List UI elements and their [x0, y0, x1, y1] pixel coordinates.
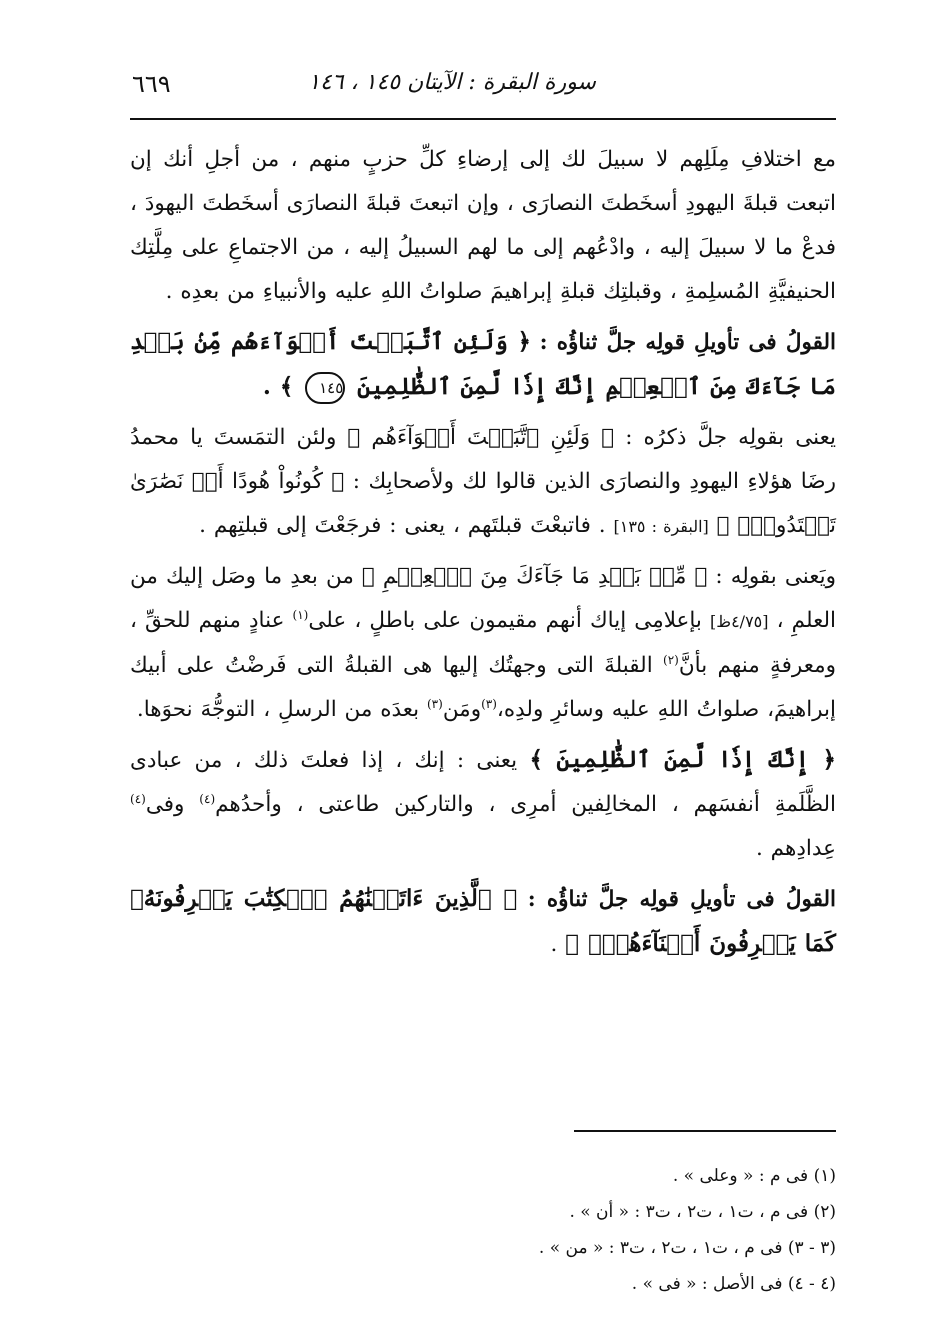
- paragraph-6-heading: [130, 877, 836, 967]
- footnote-marker-4-end[interactable]: (٤): [130, 791, 146, 806]
- paragraph-text: القبلةَ التى وجهتُك إليها هى القبلةُ التى فَرضْتُ على أبيك إبراهيمَ، صلواتُ اللهِ عليه وسائرِ ولدِه،: [130, 653, 836, 722]
- paragraph-text: بعدَه من الرسلِ ، التوجُّهَ نحوَها.: [136, 697, 420, 722]
- verse-end: .: [550, 932, 558, 957]
- surah-reference: [البقرة : ١٣٥]: [613, 517, 709, 536]
- paragraph-text: ويَعنى بقولِه : ﴿ مِّنۢ بَعۡدِ مَا جَآءَكَ مِنَ ٱلۡعِلۡمِ ﴾ من بعدِ ما وصَل إليك من العلمِ ،: [130, 564, 836, 633]
- paragraph-text-continued: . فاتبعْتَ قبلتَهم ، يعنى : فرجَعْتَ إلى قبلتِهم .: [199, 513, 606, 538]
- footnote-marker-1[interactable]: (١): [292, 607, 309, 622]
- footnote-3: (٣ - ٣) فى م ، ت١ ، ت٢ ، ت٣ : « من » .: [538, 1238, 836, 1258]
- footnote-marker-4-start[interactable]: (٤): [199, 791, 216, 806]
- paragraph-2-heading: [130, 320, 836, 410]
- paragraph-5: [130, 738, 836, 871]
- footnote-marker-3-end[interactable]: (٣): [426, 696, 443, 711]
- footnotes: [300, 1158, 836, 1302]
- main-text: [130, 138, 836, 967]
- verse-end: ﴾ .: [262, 373, 294, 400]
- footnote-1: (١) فى م : « وعلى » .: [672, 1166, 836, 1186]
- quran-verse: ﴿ ٱلَّذِينَ ءَاتَيۡنَٰهُمُ ٱلۡكِتَٰبَ يَعۡرِفُونَهُۥ كَمَا يَعۡرِفُونَ أَبۡنَآءَهُمۡۖ ﴾: [130, 885, 836, 957]
- section-heading: القولُ فى تأويلِ قولِه جلَّ ثناؤُه :: [539, 330, 836, 355]
- paragraph-text: بإعلامِى إياك أنهم مقيمون على باطلٍ ، على: [308, 608, 702, 633]
- footnote-marker-3-start[interactable]: (٣): [481, 696, 497, 711]
- page-header: [132, 68, 806, 108]
- page-number: ٦٦٩: [132, 70, 171, 98]
- footnote-divider: [574, 1130, 836, 1132]
- paragraph-text: ومَن: [442, 697, 482, 722]
- paragraph-4: [130, 555, 836, 732]
- footnote-4: (٤ - ٤) فى الأصل : « فى » .: [631, 1274, 836, 1294]
- footnote-2: (٢) فى م ، ت١ ، ت٢ ، ت٣ : « أن » .: [569, 1202, 836, 1222]
- ayah-number-marker: ١٤٥: [305, 372, 345, 404]
- paragraph-text: مع اختلافِ مِلَلِهم لا سبيلَ لك إلى إرضاءِ كلِّ حزبٍ منهم ، من أجلِ أنك إن اتبعت قبلةَ اليهودِ أسخَطتَ النصارَى ، وإن اتبعتَ قبلةَ النصارَى أسخَطتَ اليهودَ ، فدعْ ما لا سبيلَ إليه ، وادْعُهم إلى ما لهم السبيلُ إليه ، من الاجتماعِ على مِلَّتِك الحنيفيَّةِ المُسلِمةِ ، وقبلتِك قبلةِ إبراهيمَ صلواتُ اللهِ عليه والأنبياءِ من بعدِه .: [130, 147, 836, 304]
- running-title: سورة البقرة : الآيتان ١٤٥ ، ١٤٦: [308, 70, 596, 95]
- footnote-marker-2[interactable]: (٢): [663, 652, 679, 667]
- paragraph-text: يعنى بقولِه جلَّ ذكرُه : ﴿ وَلَئِنِ ٱتَّبَعۡتَ أَهۡوَآءَهُم ﴾ ولئن التمَستَ يا محمدُ رضَا هؤلاءِ اليهودِ والنصارَى الذين قالوا لك ولأصحابِك : ﴿ كُونُواْ هُودًا أَوۡ نَصَٰرَىٰ تَهۡتَدُواْۗ ﴾: [130, 425, 836, 538]
- paragraph-text: عنادٍ منهم للحقِّ ، ومعرفةٍ منهم بأنَّ: [130, 608, 836, 678]
- paragraph-text: يعنى : إنك ، إذا فعلتَ ذلك ، من عبادى الظَّلَمةِ أنفسَهم ، المخالِفين أمرِى ، والتاركين طاعتى ، وأحدُهم: [130, 748, 836, 817]
- manuscript-page-marker: [٤/٧٥ظ]: [710, 612, 769, 631]
- paragraph-text: وفى: [145, 792, 185, 817]
- paragraph-1: [130, 138, 836, 314]
- paragraph-3: [130, 416, 836, 549]
- section-heading: القولُ فى تأويلِ قولِه جلَّ ثناؤُه :: [527, 887, 836, 912]
- header-divider: [130, 118, 836, 120]
- quran-verse: ﴿ وَلَئِنِ ٱتَّبَعۡتَ أَهۡوَآءَهُم مِّنۢ بَعۡدِ مَا جَآءَكَ مِنَ ٱلۡعِلۡمِ إِنَّكَ إِذٗا لَّمِنَ ٱلظَّٰلِمِينَ: [130, 328, 836, 400]
- quran-verse: ﴿ إِنَّكَ إِذٗا لَّمِنَ ٱلظَّٰلِمِينَ ﴾: [529, 746, 836, 773]
- paragraph-text: عِدادِهم .: [756, 836, 836, 861]
